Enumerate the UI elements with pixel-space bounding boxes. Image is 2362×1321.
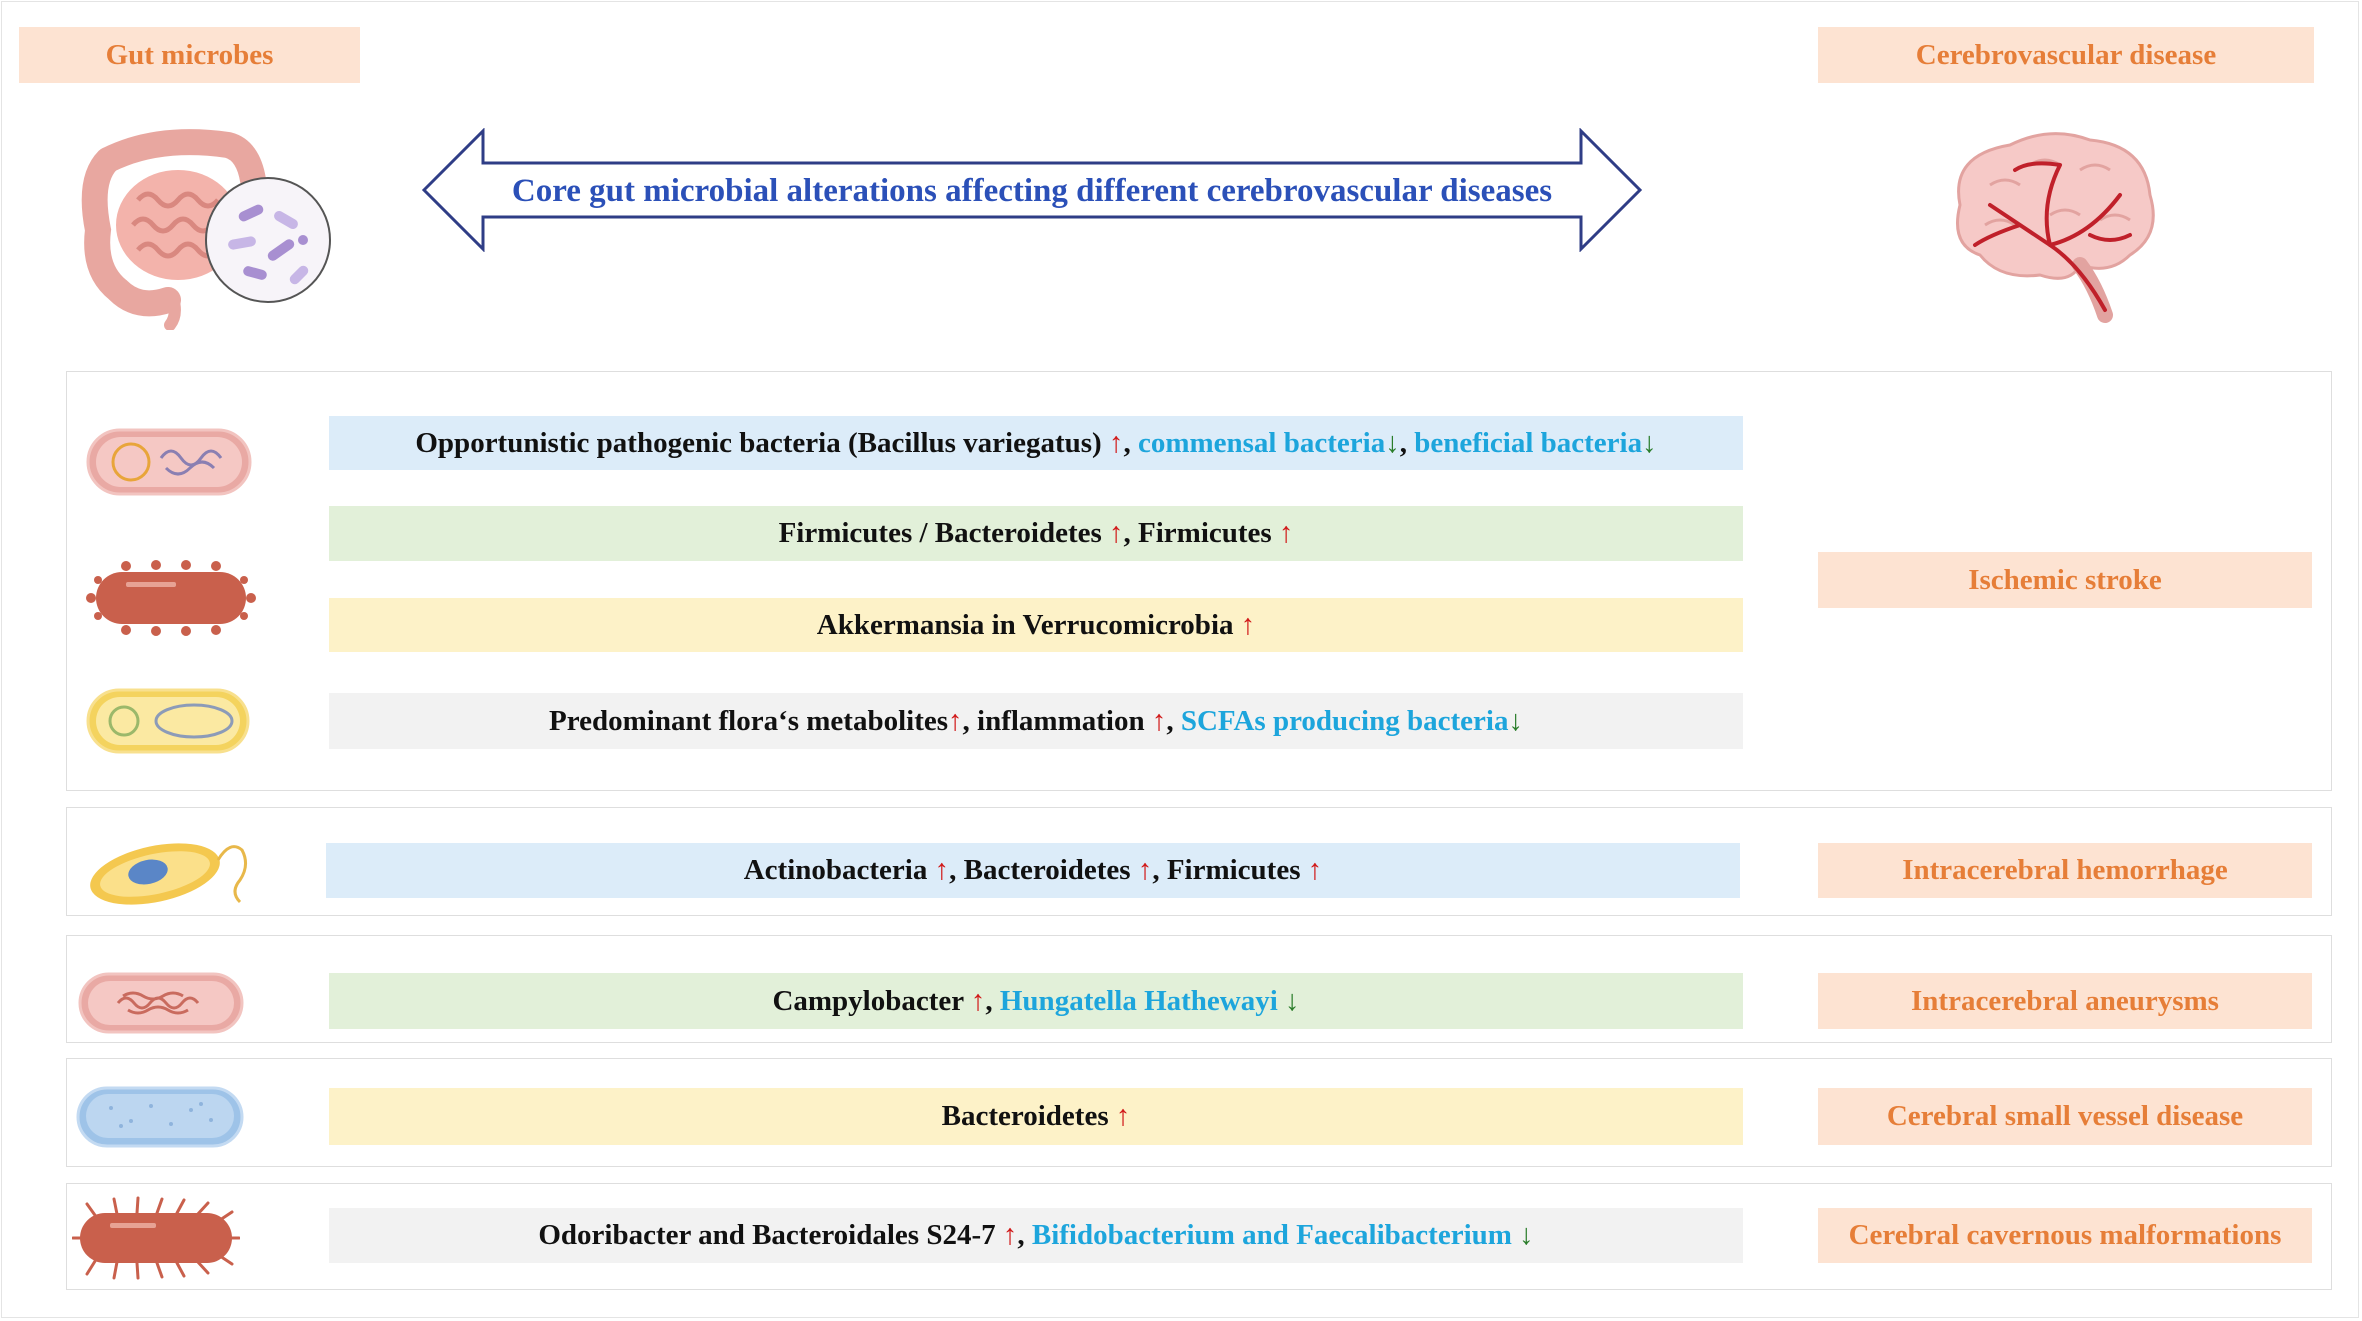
disease-cerebral-small-vessel-disease: Cerebral small vessel disease: [1818, 1088, 2312, 1145]
gut-microbes-label: Gut microbes: [19, 27, 360, 83]
cerebrovascular-disease-label: Cerebrovascular disease: [1818, 27, 2314, 83]
ischemic-row-4: Predominant flora‘s metabolites ↑ , inflammation ↑ , SCFAs producing bacteria ↓: [329, 693, 1743, 749]
fimbriated-bacterium-icon: [72, 1196, 240, 1280]
small-vessel-row: Bacteroidetes ↑: [329, 1088, 1743, 1145]
ischemic-row-3: Akkermansia in Verrucomicrobia ↑: [329, 598, 1743, 652]
diplococcus-bacterium-icon: [86, 688, 250, 754]
disease-cerebral-cavernous-malformations: Cerebral cavernous malformations: [1818, 1208, 2312, 1263]
coccus-bacterium-icon: [86, 428, 252, 496]
cavernous-row: Odoribacter and Bacteroidales S24-7 ↑ , Bifidobacterium and Faecalibacterium ↓: [329, 1208, 1743, 1263]
brain-icon: [1930, 125, 2170, 325]
hemorrhage-row: Actinobacteria ↑ , Bacteroidetes ↑ , Firmicutes ↑: [326, 843, 1740, 898]
ischemic-row-2: Firmicutes / Bacteroidetes ↑ , Firmicutes ↑: [329, 506, 1743, 561]
rod-bacterium-icon: [86, 560, 256, 636]
ischemic-row-1: Opportunistic pathogenic bacteria (Bacillus variegatus) ↑ , commensal bacteria ↓ , beneficial bacteria ↓: [329, 416, 1743, 470]
disease-intracerebral-hemorrhage: Intracerebral hemorrhage: [1818, 843, 2312, 898]
figure-title: Core gut microbial alterations affecting different cerebrovascular diseases: [511, 172, 1553, 209]
flagellated-bacterium-icon: [80, 830, 250, 908]
disease-intracerebral-aneurysms: Intracerebral aneurysms: [1818, 973, 2312, 1029]
disease-ischemic-stroke: Ischemic stroke: [1818, 552, 2312, 608]
bacillus-bacterium-icon: [76, 1086, 244, 1148]
granular-bacterium-icon: [78, 972, 244, 1034]
aneurysm-row: Campylobacter ↑ , Hungatella Hathewayi ↓: [329, 973, 1743, 1029]
gut-intestine-icon: [78, 120, 338, 330]
